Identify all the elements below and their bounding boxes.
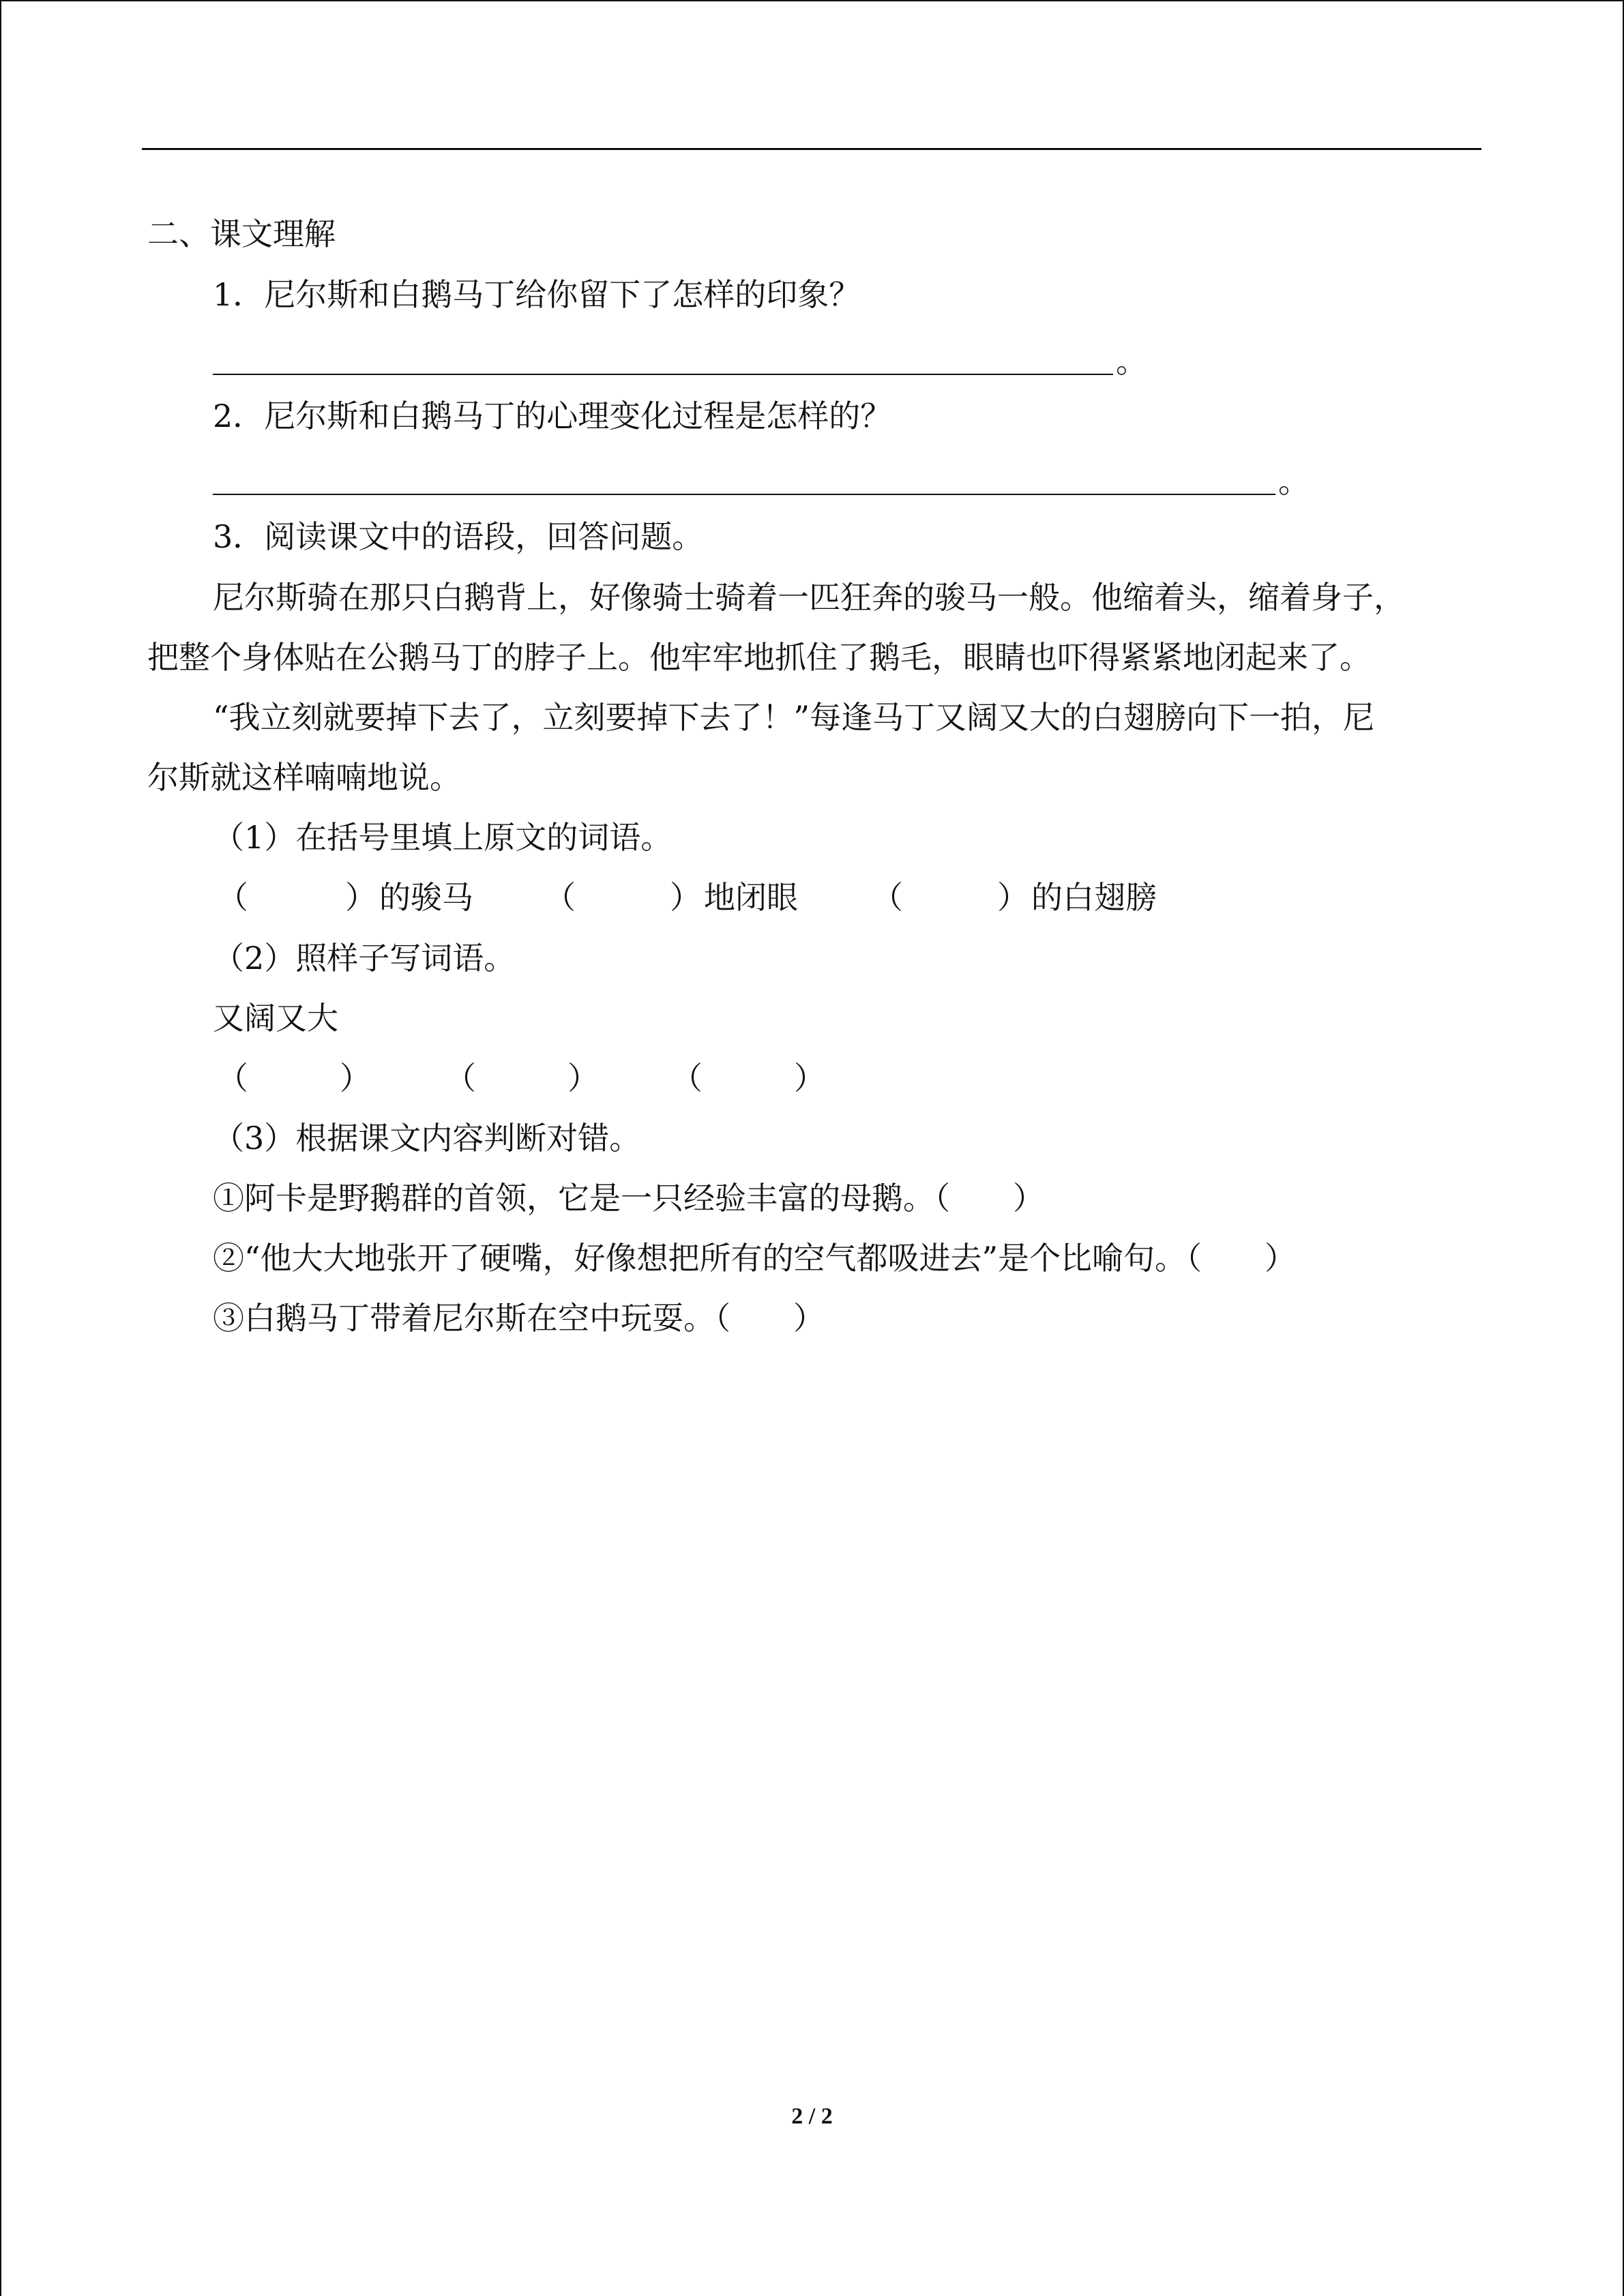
blank-1-suffix: 的骏马: [379, 879, 473, 916]
answer-line-2[interactable]: [213, 494, 1275, 495]
sub-question-2-prompt: （2）照样子写词语。: [213, 940, 516, 976]
sub-question-1-prompt: （1）在括号里填上原文的词语。: [213, 819, 673, 856]
judgement-statement-1: ①阿卡是野鹅群的首领，它是一只经验丰富的母鹅。（ ）: [213, 1180, 1044, 1217]
answer-1-end-mark: 。: [1116, 343, 1147, 380]
passage-line-2: 把整个身体贴在公鹅马丁的脖子上。他牢牢地抓住了鹅毛，眼睛也吓得紧紧地闭起来了。: [147, 639, 1371, 676]
section-heading: 二、课文理解: [147, 215, 336, 252]
passage-line-4: 尔斯就这样喃喃地说。: [147, 759, 461, 796]
word-blank-2-open: （: [445, 1060, 476, 1097]
sub-question-3-prompt: （3）根据课文内容判断对错。: [213, 1120, 641, 1157]
question-3: 3．阅读课文中的语段，回答问题。: [213, 518, 704, 555]
word-blank-3-open: （: [671, 1060, 703, 1097]
blank-1-open: （: [217, 879, 248, 916]
fill-blank-row: [213, 877, 1236, 918]
blank-2-close: ）: [670, 879, 701, 916]
word-blank-row: [213, 1058, 895, 1099]
passage-line-3: “我立刻就要掉下去了，立刻要掉下去了！”每逢马丁又阔又大的白翅膀向下一拍，尼: [213, 699, 1375, 736]
page-number: 2 / 2: [791, 2104, 833, 2129]
passage-line-1: 尼尔斯骑在那只白鹅背上，好像骑士骑着一匹狂奔的骏马一般。他缩着头，缩着身子，: [213, 579, 1405, 616]
example-word: 又阔又大: [213, 1000, 338, 1037]
judgement-statement-3: ③白鹅马丁带着尼尔斯在空中玩耍。（ ）: [213, 1300, 825, 1337]
question-2: 2．尼尔斯和白鹅马丁的心理变化过程是怎样的？: [213, 398, 892, 434]
blank-2-suffix: 地闭眼: [704, 879, 798, 916]
judgement-statement-2: ②“他大大地张开了硬嘴，好像想把所有的空气都吸进去”是个比喻句。（ ）: [213, 1240, 1297, 1277]
blank-3-open: （: [872, 879, 903, 916]
word-blank-1-close: ）: [340, 1060, 371, 1097]
blank-2-open: （: [544, 879, 576, 916]
blank-1-close: ）: [345, 879, 377, 916]
question-1: 1．尼尔斯和白鹅马丁给你留下了怎样的印象？: [213, 276, 861, 313]
header-rule: [142, 148, 1481, 150]
word-blank-1-open: （: [217, 1060, 248, 1097]
blank-3-close: ）: [997, 879, 1029, 916]
answer-line-1[interactable]: [213, 374, 1113, 375]
word-blank-3-close: ）: [794, 1060, 825, 1097]
answer-2-end-mark: 。: [1278, 463, 1310, 500]
blank-3-suffix: 的白翅膀: [1031, 879, 1157, 916]
word-blank-2-close: ）: [567, 1060, 599, 1097]
